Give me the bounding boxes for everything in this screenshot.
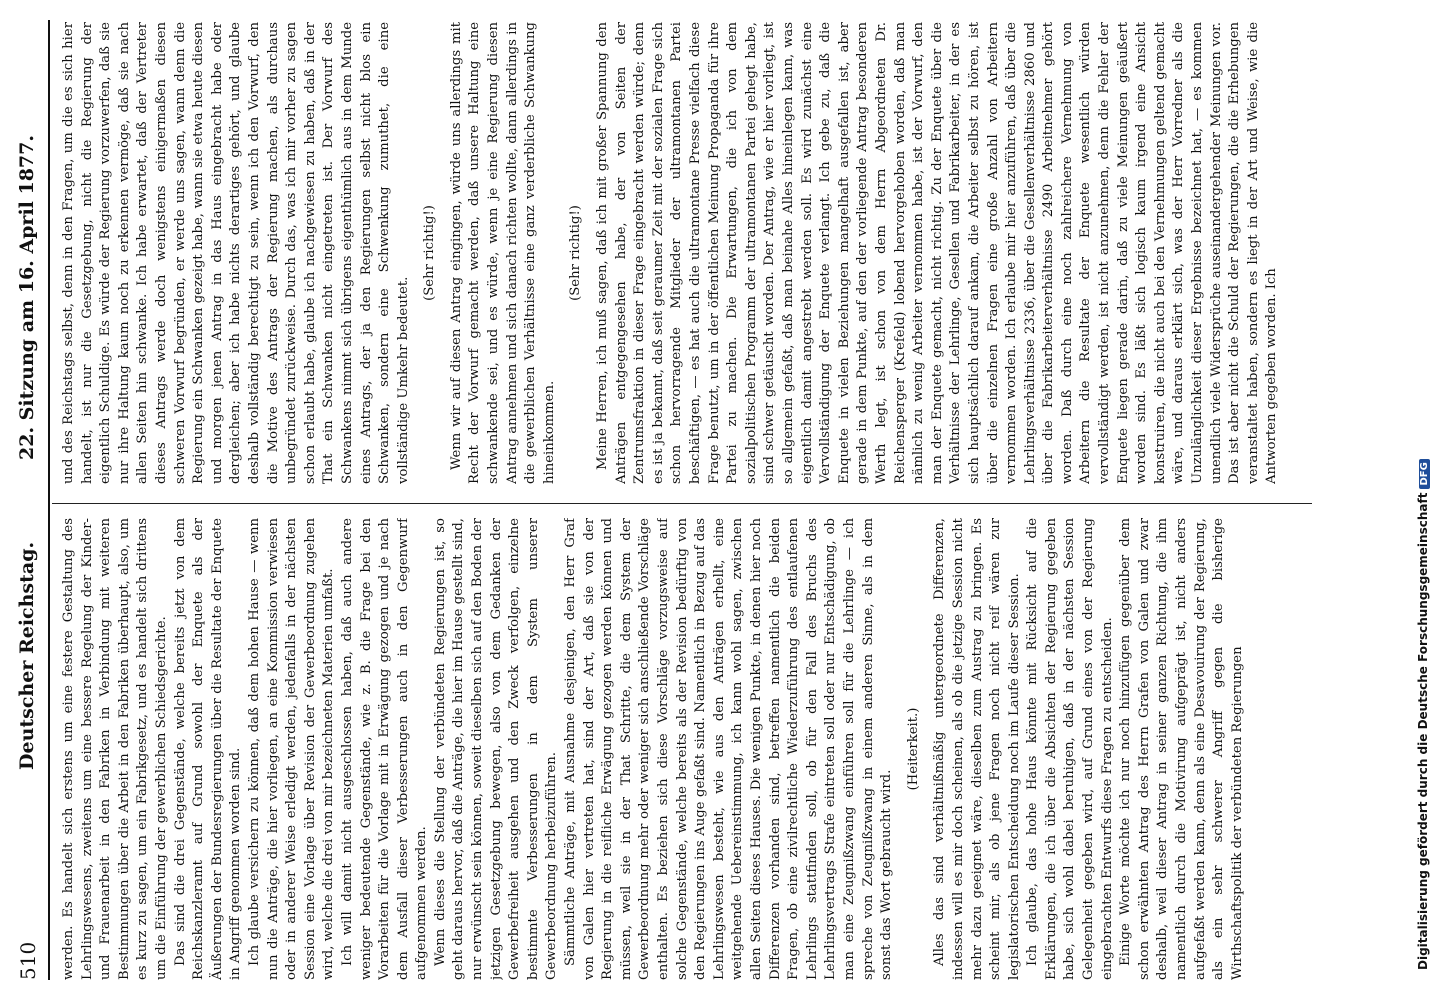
paragraph: und des Reichstags selbst, denn in den Fragen, um die es sich hier handelt, ist nur die Gesetzgebung, nicht die Regierung der eigentlich Schuldige. Es würde der Regierung vorzuwerfen, daß sie nur ihre Haltung kaum noch zu erkennen vermöge, daß sie nach allen Seiten hin schwanke. Ich habe erwartet, daß der Vertreter dieses Antrags werde doch wenigstens einigermaßen diesen schweren Vorwurf begründen, er werde uns sagen, wann denn die Regierung ein Schwanken gezeigt habe, wann sie etwa heute diesen und morgen jenen Antrag in das Haus eingebracht habe oder dergleichen; aber ich habe nichts derartiges gehört, und glaube deshalb vollständig berechtigt zu sein, wenn ich den Vorwurf, den die Motive des Antrags der Regierung machen, als durchaus unbegründet zurückweise. Durch das, was ich mir vorher zu sagen schon erlaubt habe, glaube ich nachgewiesen zu haben, daß in der That ein Schwanken nicht eingetreten ist. Der Vorwurf des Schwankens nimmt sich übrigens eigenthümlich aus in dem Munde eines Antrags, der ja den Regierungen selbst nicht blos ein Schwanken, sondern eine Schwenkung zumuthet, die eine vollständige Umkehr bedeutet. (61, 22, 411, 484)
paragraph: Wenn dieses die Stellung der verbündeten Regierungen ist, so geht daraus hervor, daß die Anträge, die hier im Hause gestellt sind, nur erwünscht sein können, soweit dieselben sich auf den Boden der jetzigen Gesetzgebung bewegen, also von dem Gedanken der Gewerbefreiheit ausgehen und den Zweck verfolgen, einzelne bestimmte Verbesserungen in dem System unserer Gewerbeordnung herbeizuführen. (432, 518, 560, 980)
paragraph: Wenn wir auf diesen Antrag eingingen, würde uns allerdings mit Recht der Vorwurf gemacht werden, daß unsere Haltung eine schwankende sei, und es würde, wenn je eine Regierung diesen Antrag annehmen und sich danach richten wollte, dann allerdings in die gewerblichen Verhältnisse eine ganz verderbliche Schwankung hineinkommen. (448, 22, 557, 484)
digitization-imprint (1416, 10, 1432, 970)
interjection: (Heiterkeit.) (905, 707, 921, 791)
paragraph: Alles das sind verhältnißmäßig untergeordnete Differenzen, indessen will es mir doch scheinen, als ob die jetzige Session nicht mehr dazu geeignet wäre, dieselben zum Austrag zu bringen. Es scheint mir, als ob jene Fragen noch nicht reif wären zur legislatorischen Entscheidung noch im Laufe dieser Session. (932, 518, 1022, 980)
paragraph: Ich will damit nicht ausgeschlossen haben, daß auch andere weniger bedeutende Gegenstände, wie z. B. die Frage bei den Vorarbeiten für die Vorlage mit in Erwägung gezogen und je nach dem Ausfall dieser Verbesserungen auch in den Gegenwurf aufgenommen werden. (339, 518, 430, 980)
interjection: (Sehr richtig!) (568, 205, 584, 301)
left-column (60, 518, 1310, 980)
imprint-text: Digitalisierung gefördert durch die Deutsche Forschungsgemeinschaft (1416, 492, 1430, 970)
dfg-logo: DFG (1419, 459, 1430, 488)
paragraph: Das sind die drei Gegenstände, welche bereits jetzt von dem Reichskanzleramt auf Grund sowohl der Enquete als der Äußerungen der Bundesregierungen über die Resultate der Enquete in Angriff genommen worden sind. (172, 518, 244, 980)
header-rule (48, 20, 50, 980)
paragraph: Meine Herren, ich muß sagen, daß ich mit großer Spannung den Anträgen entgegengesehen habe, der von Seiten der Zentrumsfraktion in dieser Frage eingebracht werden würde; denn es ist ja bekannt, daß seit geraumer Zeit mit der sozialen Frage sich schon hervorragende Mitglieder der ultramontanen Partei beschäftigen, — es hat auch die ultramontane Presse vielfach diese Frage benutzt, um in der öffentlichen Meinung Propaganda für ihre Partei zu machen. Die Erwartungen, die ich von dem sozialpolitischen Programm der ultramontanen Partei gehegt habe, sind schwer getäuscht worden. Der Antrag, wie er hier vorliegt, ist so allgemein gefaßt, daß man beinahe Alles hineinlegen kann, was eigentlich damit angestrebt werden soll. Es wird zunächst eine Vervollständigung der Enquete verlangt. Ich gebe zu, daß die Enquete in vielen Beziehungen mangelhaft ausgefallen ist, aber gerade in dem Punkte, auf den der vorliegende Antrag besonderen Werth legt, ist schon von dem Herrn Abgeordneten Dr. Reichensperger (Krefeld) lobend hervorgehoben worden, daß man nämlich zu wenig Arbeiter vernommen habe, ist der Vorwurf, den man der Enquete gemacht, nicht richtig. Zu der Enquete über die Verhältnisse der Lehrlinge, Gesellen und Fabrikarbeiter, in der es sich hauptsächlich darauf ankam, die Arbeiter selbst zu hören, ist über die einzelnen Fragen eine große Anzahl von Arbeitern vernommen worden. Ich erlaube mir hier anzuführen, daß über die Lehrlingsverhältnisse 2336, über die Gesellenverhältnisse 2860 und über die Fabrikarbeiterverhältnisse 2490 Arbeitnehmer gehört worden. Daß durch eine noch zahlreichere Vernehmung von Arbeitern die Resultate der Enquete wesentlich würden vervollständigt werden, ist nicht anzunehmen, denn die Fehler der Enquete liegen gerade darin, daß zu viele Meinungen geäußert worden sind. Es läßt sich logisch kaum irgend eine Ansicht konstruiren, die nicht auch bei den Vernehmungen geltend gemacht wäre, und daraus erklärt sich, was der Herr Vorredner als die Unzulänglichkeit dieser Ergebnisse bezeichnet hat, — es kommen unendlich viele Widersprüche auseinandergehender Meinungen vor. Das ist aber nicht die Schuld der Regierungen, die die Erhebungen veranstaltet haben, sondern es liegt in der Art und Weise, wie die Antworten gegeben worden. Ich (595, 22, 1280, 484)
paragraph: Ich glaube, das hohe Haus könnte mit Rücksicht auf die Erklärungen, die ich über die Absichten der Regierung gegeben habe, sich wohl dabei beruhigen, daß in der nächsten Session Gelegenheit gegeben wird, auf Grund eines von der Regierung eingebrachten Entwurfs diese Fragen zu entscheiden. (1025, 518, 1115, 980)
session-title: 22. Sitzung am 16. April 1877. (16, 135, 38, 460)
paragraph: Einige Worte möchte ich nur noch hinzufügen gegenüber dem schon erwähnten Antrag des Herrn Grafen von Galen und zwar deshalb, weil dieser Antrag in seiner ganzen Richtung, die ihm namentlich durch die Motivirung aufgeprägt ist, nicht anders aufgefaßt werden kann, denn als eine Desavouirung der Regierung, als ein sehr schwerer Angriff gegen die bisherige Wirthschaftspolitik der verbündeten Regierungen (1118, 518, 1245, 980)
page-header (10, 20, 46, 980)
paragraph: Sämmtliche Anträge, mit Ausnahme desjenigen, den Herr Graf von Galen hier vertreten hat, sind der Art, daß sie von der Regierung in die reifliche Erwägung gezogen werden können und müssen, weil sie in der That Schritte, die dem System der Gewerbeordnung mehr oder weniger sich anschließende Vorschläge enthalten. Es beziehen sich diese Vorschläge vorzugsweise auf solche Gegenstände, welche bereits als der Revision bedürftig von den Regierungen ins Auge gefaßt sind. Namentlich in Bezug auf das Lehrlingswesen besteht, wie aus den Anträgen erhellt, eine weitgehende Uebereinstimmung, ich kann wohl sagen, zwischen allen Seiten dieses Hauses. Die wenigen Punkte, in denen hier noch Differenzen vorhanden sind, betreffen namentlich die beiden Fragen, ob eine zivilrechtliche Wiederzuführung des entlaufenen Lehrlings stattfinden soll, ob für den Fall des Bruchs des Lehrlingsvertrags Strafe eintreten soll oder nur Entschädigung, ob man eine Zeugnißzwang einführen soll für die Lehrlinge — ich spreche von Zeugnißzwang in einem anderen Sinne, als in dem sonst das Wort gebraucht wird. (563, 518, 895, 980)
paragraph: Ich glaube versichern zu können, daß dem hohen Hause — wenn nun die Anträge, die hier vorliegen, an eine Kommission verwiesen oder in anderer Weise erledigt werden, jedenfalls in der nächsten Session eine Vorlage über Revision der Gewerbeordnung zugehen wird, welche die drei von mir bezeichneten Materien umfaßt. (246, 518, 337, 980)
paragraph: werden. Es handelt sich erstens um eine festere Gestaltung des Lehrlingswesens, zweitens um eine bessere Regelung der Kinder- und Frauenarbeit in den Fabriken in Verbindung mit weiteren Bestimmungen über die Arbeit in den Fabriken überhaupt, also, um es kurz zu sagen, um ein Fabrikgesetz, und es handelt sich drittens um die Einführung der gewerblichen Schiedsgerichte. (61, 518, 169, 980)
column-divider (52, 503, 1312, 504)
page-number: 510 (16, 941, 40, 980)
right-column (60, 22, 1310, 484)
journal-title: Deutscher Reichstag. (16, 541, 38, 770)
interjection: (Sehr richtig!) (422, 205, 438, 301)
